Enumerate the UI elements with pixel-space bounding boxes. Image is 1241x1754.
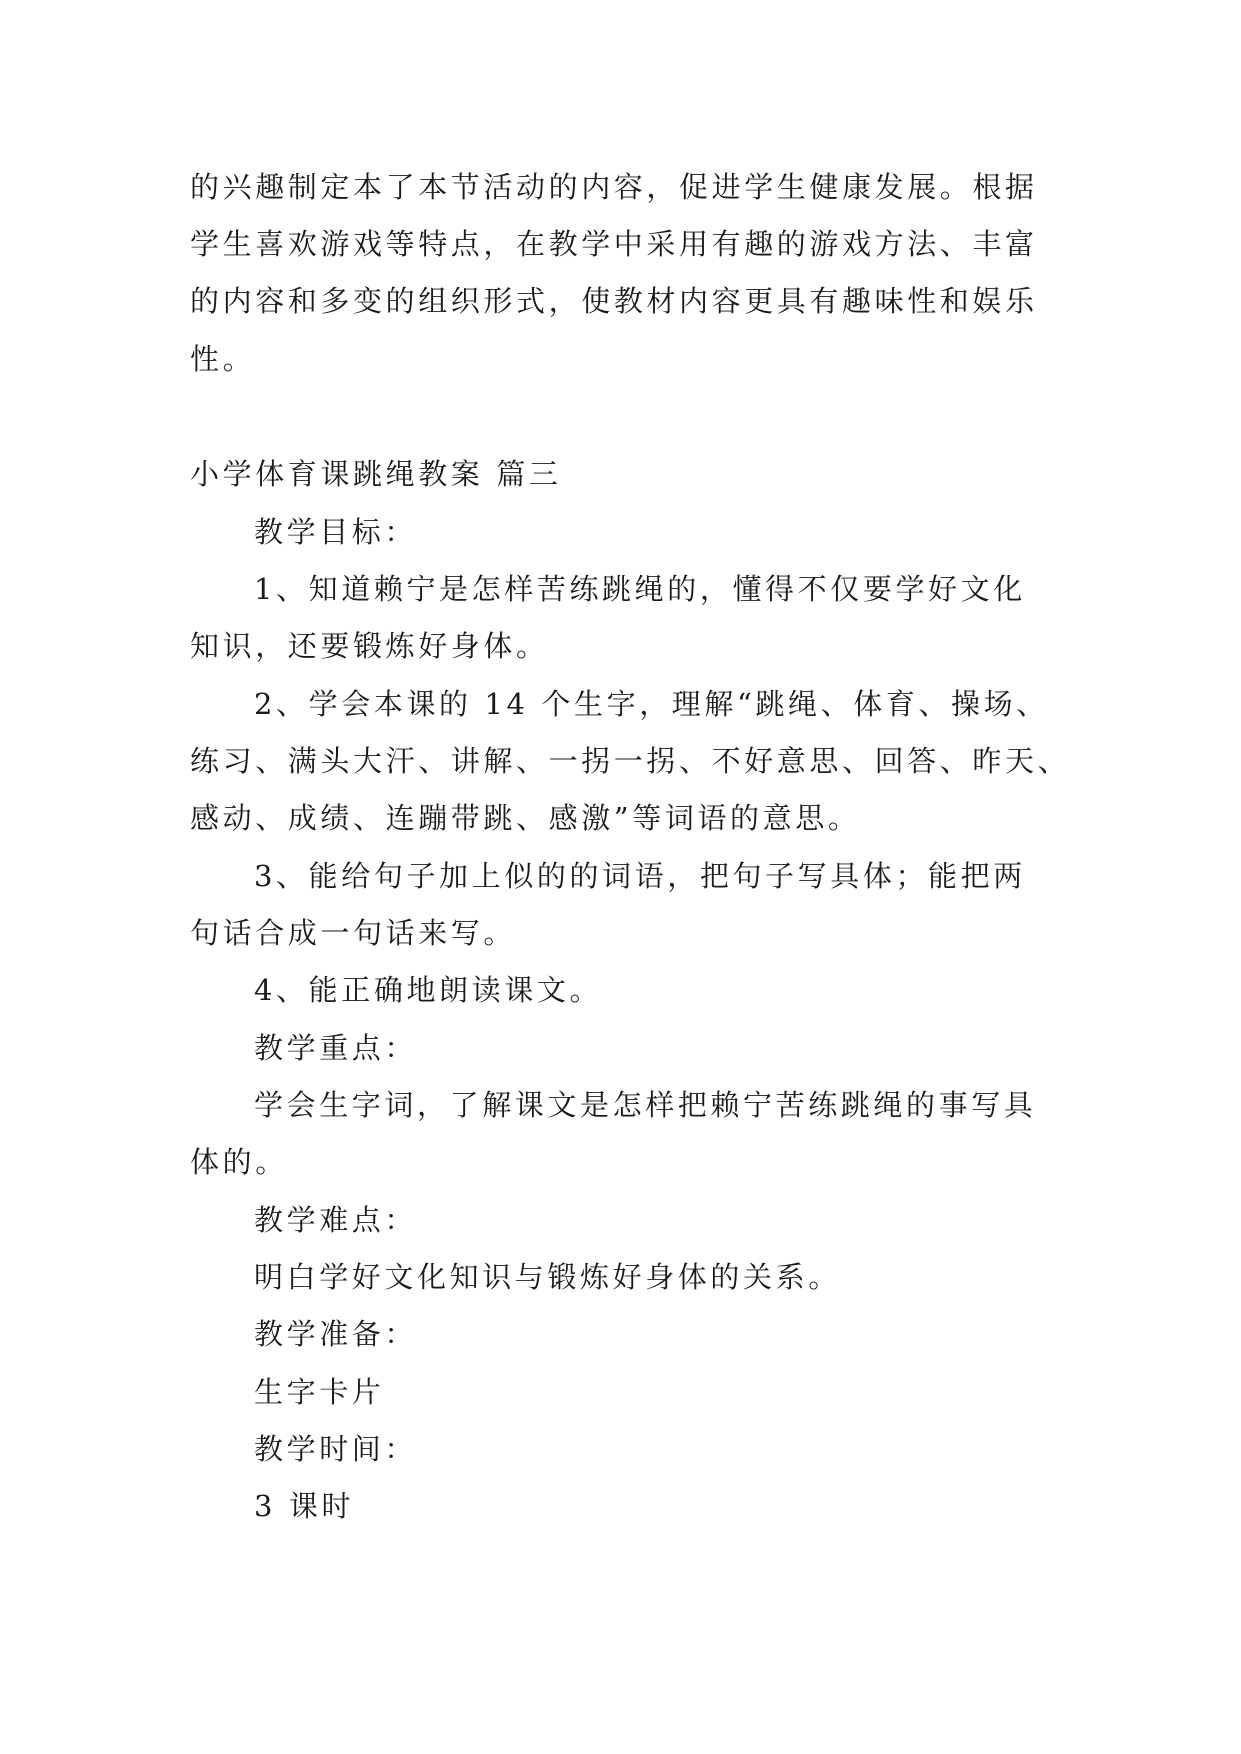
list-item-continuation: 练习、满头大汗、讲解、一拐一拐、不好意思、回答、昨天、 [190,744,1071,778]
paragraph-line: 体的。 [190,1145,288,1179]
section-heading: 小学体育课跳绳教案 篇三 [190,457,562,491]
subheading-key-points: 教学重点： [254,1031,418,1065]
list-item: 2、学会本课的 14 个生字，理解“跳绳、体育、操场、 [254,687,1049,721]
paragraph-line: 明白学好文化知识与锻炼好身体的关系。 [254,1260,841,1294]
subheading-teaching-time: 教学时间： [254,1432,418,1466]
paragraph-line: 的兴趣制定本了本节活动的内容，促进学生健康发展。根据 [190,170,1038,204]
subheading-preparation: 教学准备： [254,1317,418,1351]
list-item: 4、能正确地朗读课文。 [254,973,603,1007]
list-item-continuation: 句话合成一句话来写。 [190,916,517,950]
subheading-difficulties: 教学难点： [254,1203,418,1237]
list-item: 3、能给句子加上似的的词语，把句子写具体；能把两 [254,859,1026,893]
paragraph-line: 性。 [190,342,256,376]
paragraph-line: 学生喜欢游戏等特点，在教学中采用有趣的游戏方法、丰富 [190,227,1038,261]
paragraph-line: 的内容和多变的组织形式，使教材内容更具有趣味性和娱乐 [190,284,1038,318]
paragraph-line: 学会生字词，了解课文是怎样把赖宁苦练跳绳的事写具 [254,1088,1037,1122]
list-item-continuation: 知识，还要锻炼好身体。 [190,629,549,663]
list-item-continuation: 感动、成绩、连蹦带跳、感激”等词语的意思。 [190,801,861,835]
paragraph-line: 3 课时 [254,1489,355,1523]
paragraph-line: 生字卡片 [254,1375,385,1409]
list-item: 1、知道赖宁是怎样苦练跳绳的，懂得不仅要学好文化 [254,572,1026,606]
subheading-teaching-goals: 教学目标： [254,515,418,549]
